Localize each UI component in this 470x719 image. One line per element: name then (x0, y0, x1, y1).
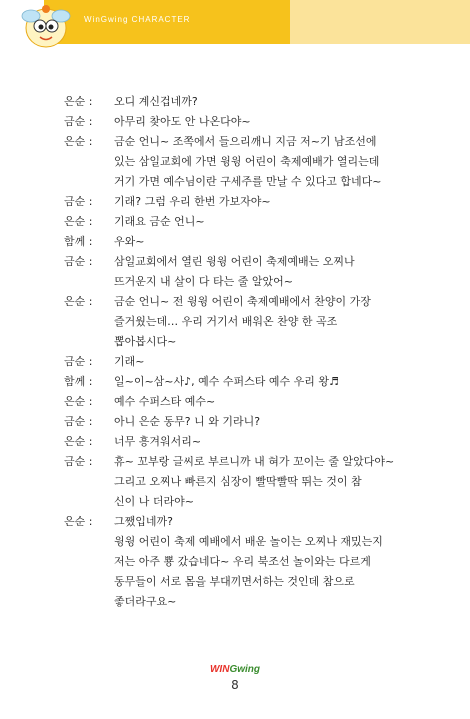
dialogue-text: 있는 삼일교회에 가면 윙윙 어린이 축제예배가 열리는데 (114, 155, 380, 168)
dialogue-lines (64, 92, 454, 612)
dialogue-line (64, 432, 454, 452)
footer-logo-part1: WIN (209, 664, 230, 675)
dialogue-text: 휴~ 꼬부랑 글씨로 부르니까 내 혀가 꼬이는 줄 알았다야~ (114, 455, 395, 468)
dialogue-text: 뽑아봅시다~ (114, 335, 177, 348)
header-bar-accent (290, 0, 470, 44)
dialogue-text: 저는 아주 뿅 갔습네다~ 우리 북조선 놀이와는 다르게 (114, 555, 371, 568)
dialogue-line (64, 252, 454, 272)
dialogue-text: 오디 계신겁네까? (114, 95, 198, 108)
dialogue-speaker: 함께 : (64, 375, 93, 388)
dialogue-line (64, 492, 454, 512)
dialogue-line (64, 132, 454, 152)
dialogue-text: 거기 가면 예수님이란 구세주를 만날 수 있다고 합네다~ (114, 175, 382, 188)
dialogue-speaker: 함께 : (64, 235, 93, 248)
footer-logo-part2: Gwing (229, 664, 260, 675)
dialogue-text: 즐거웠는데… 우리 거기서 배워온 찬양 한 곡조 (114, 315, 338, 328)
dialogue-text: 뜨거운지 내 살이 다 타는 줄 알았어~ (114, 275, 293, 288)
dialogue-text: 좋더라구요~ (114, 595, 177, 608)
dialogue-line (64, 372, 454, 392)
dialogue-text: 아무리 찾아도 안 나온다야~ (114, 115, 251, 128)
dialogue-line (64, 552, 454, 572)
dialogue-line (64, 112, 454, 132)
dialogue-line (64, 392, 454, 412)
dialogue-speaker: 금순 : (64, 115, 93, 128)
dialogue-speaker: 은순 : (64, 135, 93, 148)
dialogue-text: 예수 수퍼스타 예수~ (114, 395, 216, 408)
dialogue-speaker (64, 152, 114, 172)
dialogue-speaker: 금순 : (64, 195, 93, 208)
dialogue-speaker: 금순 : (64, 455, 93, 468)
dialogue-text: 너무 흥겨워서리~ (114, 435, 202, 448)
dialogue-line (64, 572, 454, 592)
page-header (0, 0, 470, 44)
dialogue-speaker: 은순 : (64, 395, 93, 408)
dialogue-text: 우와~ (114, 235, 145, 248)
dialogue-line (64, 232, 454, 252)
dialogue-speaker: 은순 : (64, 95, 93, 108)
dialogue-speaker: 금순 : (64, 255, 93, 268)
dialogue-text: 그리고 오찌나 빠른지 심장이 빨딱빨딱 뛰는 것이 참 (114, 475, 362, 488)
dialogue-text: 일~이~삼~사♪, 예수 수퍼스타 예수 우리 왕♬ (114, 375, 339, 388)
dialogue-line (64, 152, 454, 172)
dialogue-line (64, 532, 454, 552)
dialogue-speaker: 은순 : (64, 295, 93, 308)
dialogue-text: 금순 언니~ 조쪽에서 들으리깨니 지금 저~기 남조선에 (114, 135, 377, 148)
dialogue-speaker: 금순 : (64, 355, 93, 368)
dialogue-text: 그쨌입네까? (114, 515, 173, 528)
dialogue-text: 기래요 금순 언니~ (114, 215, 205, 228)
dialogue-speaker: 은순 : (64, 515, 93, 528)
dialogue-line (64, 592, 454, 612)
dialogue-line (64, 472, 454, 492)
dialogue-line (64, 512, 454, 532)
dialogue-speaker (64, 592, 114, 612)
dialogue-line (64, 332, 454, 352)
dialogue-line (64, 452, 454, 472)
dialogue-speaker (64, 332, 114, 352)
dialogue-speaker (64, 472, 114, 492)
dialogue-speaker (64, 272, 114, 292)
dialogue-text: 금순 언니~ 전 윙윙 어린이 축제예배에서 찬양이 가장 (114, 295, 371, 308)
dialogue-line (64, 272, 454, 292)
dialogue-line (64, 212, 454, 232)
dialogue-speaker (64, 312, 114, 332)
dialogue-line (64, 312, 454, 332)
dialogue-text: 윙윙 어린이 축제 예배에서 배운 놀이는 오찌나 재밌는지 (114, 535, 383, 548)
dialogue-text: 아니 은순 동무? 니 와 기라니? (114, 415, 261, 428)
dialogue-line (64, 192, 454, 212)
page-number: 8 (231, 678, 239, 692)
dialogue-speaker: 은순 : (64, 215, 93, 228)
dialogue-text: 동무들이 서로 몸을 부대끼면서하는 것인데 참으로 (114, 575, 355, 588)
header-title: WinGwing CHARACTER (84, 15, 191, 24)
dialogue-line (64, 92, 454, 112)
dialogue-text: 기래? 그럼 우리 한번 가보자야~ (114, 195, 271, 208)
dialogue-text: 기래~ (114, 355, 145, 368)
dialogue-text: 신이 나 더라야~ (114, 495, 194, 508)
dialogue-speaker (64, 552, 114, 572)
dialogue-speaker (64, 532, 114, 552)
dialogue-line (64, 172, 454, 192)
dialogue-speaker (64, 572, 114, 592)
dialogue-text: 삼일교회에서 열린 윙윙 어린이 축제예배는 오찌나 (114, 255, 355, 268)
mascot-character-icon (18, 2, 74, 54)
dialogue-line (64, 412, 454, 432)
dialogue-speaker: 금순 : (64, 415, 93, 428)
footer-logo (0, 664, 470, 675)
dialogue-speaker (64, 492, 114, 512)
dialogue-speaker (64, 172, 114, 192)
dialogue-line (64, 352, 454, 372)
dialogue-speaker: 은순 : (64, 435, 93, 448)
dialogue-line (64, 292, 454, 312)
